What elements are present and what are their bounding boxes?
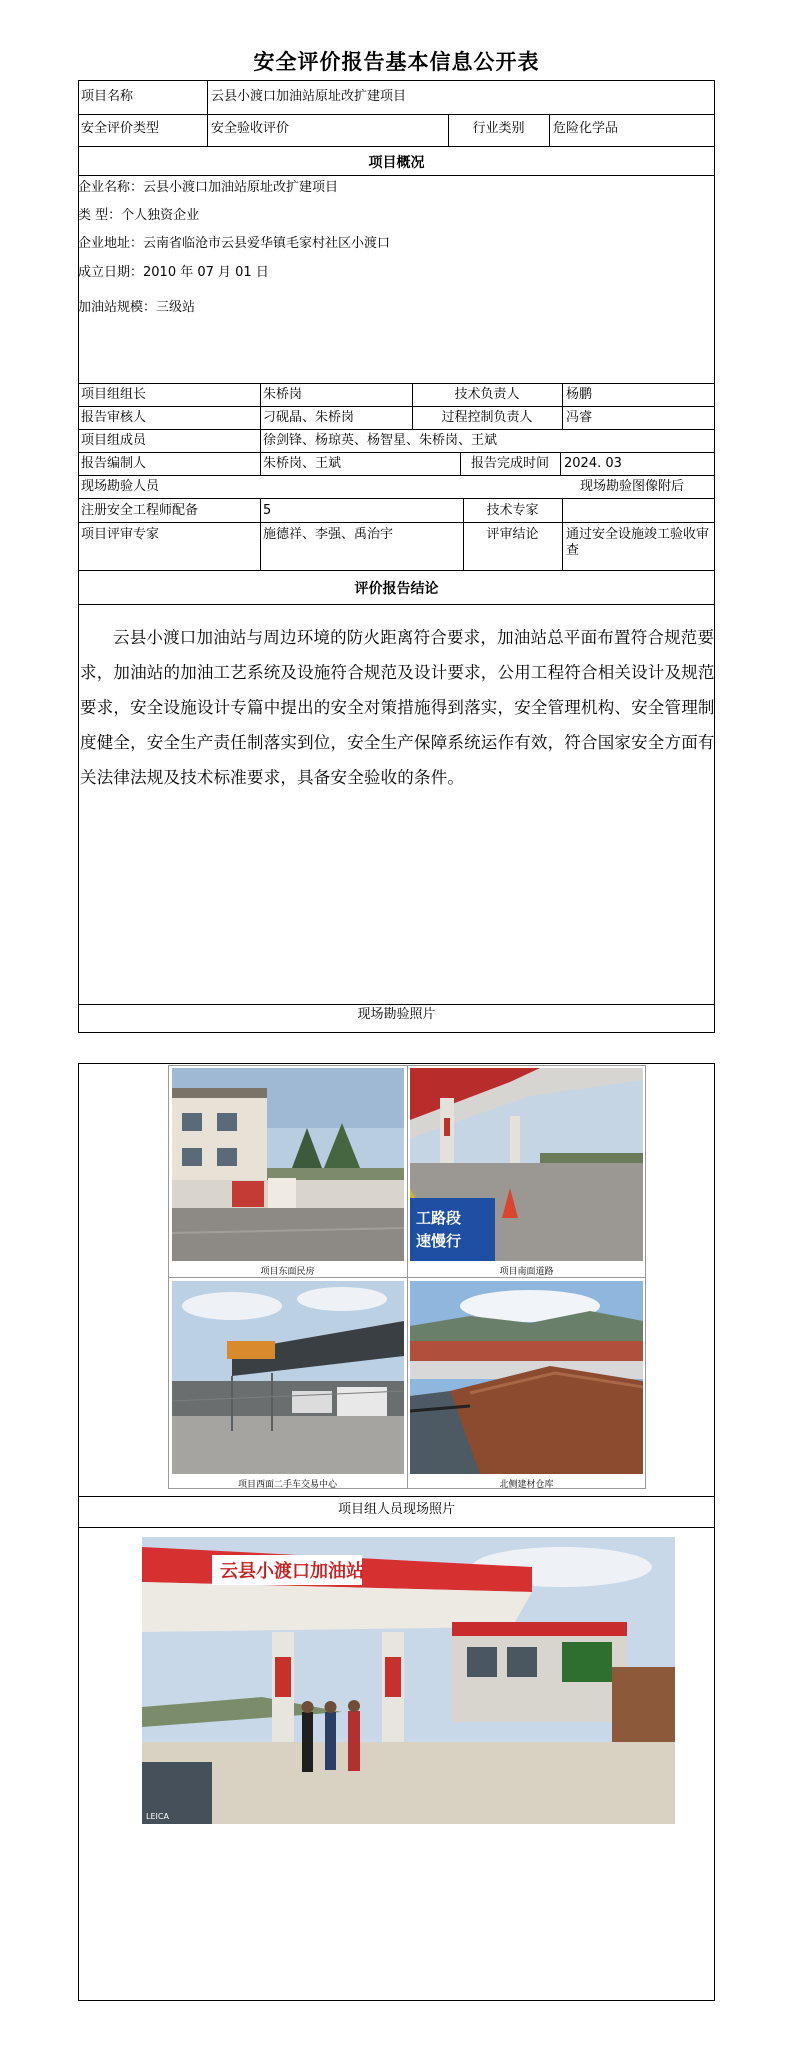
station-sign-text: 云县小渡口加油站: [220, 1561, 364, 1582]
engineers-label: 注册安全工程师配备: [81, 503, 199, 518]
row-divider: [78, 383, 715, 384]
photo-caption: 北侧建材仓库: [499, 1480, 554, 1490]
finish-time-label: 报告完成时间: [470, 456, 549, 471]
col-divider: [562, 383, 563, 429]
site-staff-label: 现场勘验人员: [81, 479, 160, 494]
finish-time-value: 2024. 03: [564, 456, 622, 471]
photo-caption: 项目西面二手车交易中心: [237, 1480, 337, 1490]
document-title: 安全评价报告基本信息公开表: [253, 50, 540, 74]
reviewer-value: 刁砚晶、朱桥岗: [263, 410, 355, 425]
col-divider: [562, 498, 563, 570]
photo-north-warehouse: [410, 1281, 643, 1474]
overview-heading: 项目概况: [368, 155, 425, 171]
team-photo-heading: 项目组人员现场照片: [337, 1502, 455, 1517]
author-value: 朱桥岗、王斌: [263, 456, 342, 471]
review-experts-label: 项目评审专家: [81, 527, 160, 542]
members-label: 项目组成员: [81, 433, 147, 448]
row-divider: [78, 175, 715, 176]
industry-label: 行业类别: [472, 121, 525, 136]
col-divider: [549, 114, 550, 146]
photo-west-car-market: [172, 1281, 404, 1474]
project-name-label: 项目名称: [81, 89, 134, 104]
author-label: 报告编制人: [81, 456, 147, 471]
process-ctrl-value: 冯睿: [566, 410, 593, 425]
row-divider: [78, 475, 715, 476]
eval-type-label: 安全评价类型: [81, 121, 160, 136]
road-sign-text: 速慢行: [416, 1232, 462, 1250]
conclusion-text: 云县小渡口加油站与周边环境的防火距离符合要求，加油站总平面布置符合规范要求，加油站的加油工艺系统及设施符合规范及设计要求，公用工程符合相关设计及规范要求，安全设施设计专篇中提出的安全对策措施得到落实，安全管理机构、安全管理制度健全，安全生产责任制落实到位，安全生产保障系统运作有效，符合国家安全方面有关法律法规及技术标准要求，具备安全验收的条件。: [80, 628, 715, 787]
eval-type-value: 安全验收评价: [211, 121, 290, 136]
overview-line: 企业名称：云县小渡口加油站原址改扩建项目: [78, 180, 339, 195]
row-divider: [78, 570, 715, 571]
overview-line: 成立日期：2010 年 07 月 01 日: [78, 265, 269, 280]
site-images-note: 现场勘验图像附后: [580, 479, 685, 494]
project-name-value: 云县小渡口加油站原址改扩建项目: [211, 89, 407, 104]
members-value: 徐剑锋、杨琼英、杨智星、朱桥岗、王斌: [263, 433, 498, 448]
row-divider: [78, 406, 715, 407]
grid-divider: [168, 1277, 646, 1278]
overview-line: 类 型：个人独资企业: [78, 208, 200, 223]
tech-lead-label: 技术负责人: [454, 387, 520, 402]
row-divider: [78, 522, 715, 523]
camera-watermark: LEICA: [146, 1812, 169, 1821]
row-divider: [78, 429, 715, 430]
conclusion-label: 评审结论: [486, 527, 539, 542]
review-experts-value: 施德祥、李强、禹治宇: [263, 527, 394, 542]
photo-team-at-station: [142, 1537, 675, 1824]
row-divider: [78, 1004, 715, 1005]
leader-label: 项目组组长: [81, 387, 147, 402]
overview-line: 加油站规模：三级站: [78, 300, 196, 315]
col-divider: [260, 383, 261, 475]
leader-value: 朱桥岗: [263, 387, 303, 402]
photo-east-houses: [172, 1068, 404, 1261]
row-divider: [78, 1496, 715, 1497]
overview-line: 企业地址：云南省临沧市云县爱华镇毛家村社区小渡口: [78, 236, 391, 251]
row-divider: [78, 452, 715, 453]
road-sign-text: 工路段: [416, 1209, 462, 1227]
tech-lead-value: 杨鹏: [566, 387, 593, 402]
photo-caption: 项目南面道路: [499, 1267, 554, 1277]
engineers-value: 5: [263, 503, 272, 518]
col-divider: [560, 452, 561, 475]
reviewer-label: 报告审核人: [81, 410, 147, 425]
row-divider: [78, 498, 715, 499]
row-divider: [78, 114, 715, 115]
conclusion-heading: 评价报告结论: [354, 581, 439, 597]
tech-expert-label: 技术专家: [486, 503, 539, 518]
photo-south-road: [410, 1068, 643, 1261]
row-divider: [78, 1527, 715, 1528]
conclusion-value: 通过安全设施竣工验收审查: [566, 527, 710, 558]
process-ctrl-label: 过程控制负责人: [441, 410, 533, 425]
col-divider: [207, 80, 208, 146]
photo-caption: 项目东面民房: [260, 1267, 315, 1277]
industry-value: 危险化学品: [553, 121, 619, 136]
site-photos-heading: 现场勘验照片: [357, 1007, 436, 1022]
row-divider: [78, 604, 715, 605]
row-divider: [78, 146, 715, 147]
col-divider: [260, 498, 261, 570]
